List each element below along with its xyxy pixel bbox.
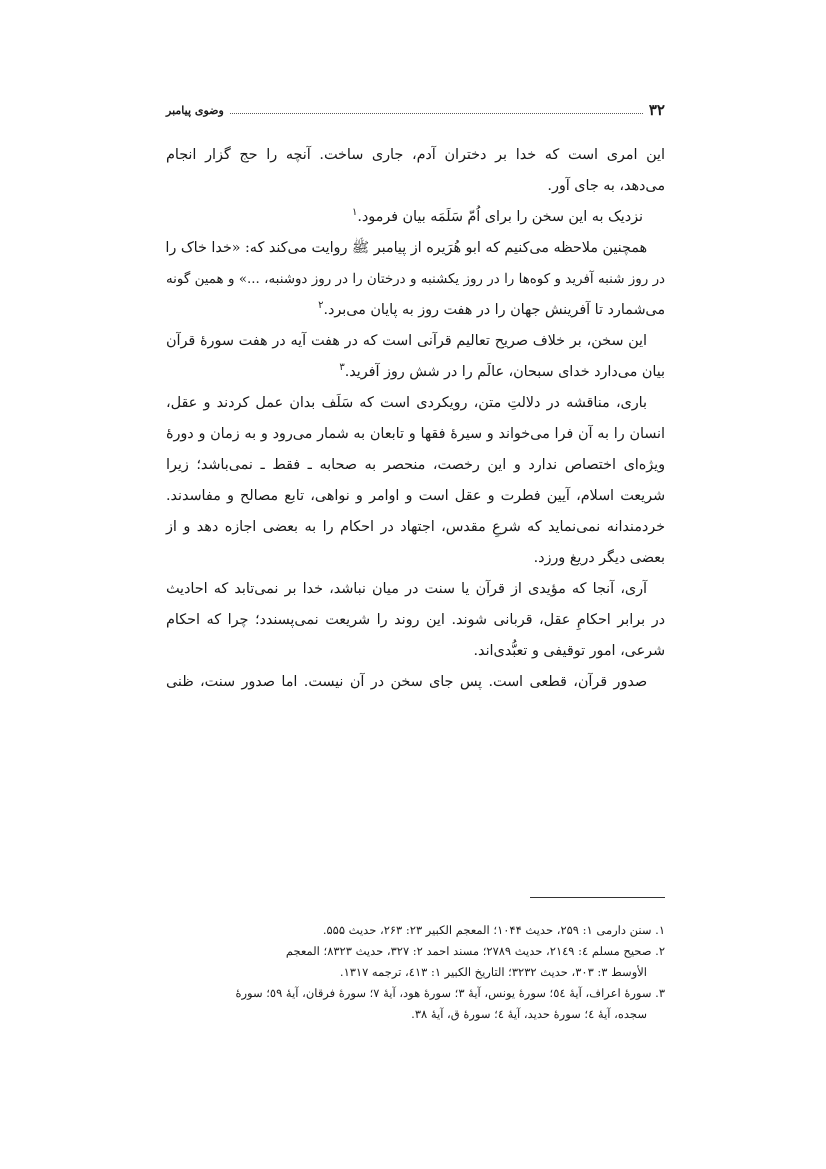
page-header: [166, 100, 665, 120]
text-line: [166, 295, 665, 326]
footnote-marker-2[interactable]: ۲: [318, 300, 324, 311]
footnote-separator: [530, 897, 665, 898]
text-line-content: می‌شمارد تا آفرینش جهان را در هفت روز به پایان می‌برد.: [323, 302, 665, 318]
footnote-marker-3[interactable]: ۳: [339, 362, 345, 373]
text-line: خردمندانه نمی‌نماید که شرعِ مقدس، اجتهاد در احکام را به بعضی اجازه دهد و از: [166, 519, 665, 535]
header-leader-dots: [230, 113, 643, 114]
text-line: [166, 357, 665, 388]
text-line-content: بیان می‌دارد خدای سبحان، عالَم را در شش روز آفرید.: [344, 364, 665, 380]
text-line: صدور قرآن، قطعی است. پس جای سخن در آن نیست. اما صدور سنت، ظنی: [166, 674, 647, 690]
text-line: ویژه‌ای اختصاص ندارد و این رخصت، منحصر به صحابه ـ فقط ـ نمی‌باشد؛ زیرا: [166, 457, 665, 473]
text-line: در روز شنبه آفرید و کوه‌ها را در روز یکشنبه و درختان را در روز دوشنبه، ...» و همین گونه: [166, 272, 665, 287]
text-line: همچنین ملاحظه می‌کنیم که ابو هُرَیره از پیامبر ﷺ روایت می‌کند که: «خدا خاک را: [165, 240, 647, 256]
text-line: شریعت اسلام، آیین فطرت و عقل است و اوامر و نواهی، تابع مصالح و مفاسدند.: [166, 488, 665, 504]
footnote-marker-1[interactable]: ۱: [351, 207, 358, 218]
footnote-line: ۱. سنن دارمی ۱: ۲۵۹، حدیث ۱۰۴۴؛ المعجم الکبیر ۲۳: ۲۶۳، حدیث ۵۵۵.: [322, 923, 665, 937]
footnote-line: ۳. سورهٔ اعراف، آیهٔ ٥٤؛ سورهٔ یونس، آیهٔ ۳؛ سورهٔ هود، آیهٔ ۷؛ سورهٔ فرقان، آیهٔ ٥۹؛ سورهٔ: [235, 986, 665, 1000]
page-number: ۳۲: [648, 101, 665, 119]
text-line: شرعی، امور توقیفی و تعبُّدی‌اند.: [473, 643, 665, 659]
text-line: می‌دهد، به جای آور.: [547, 178, 665, 194]
text-line: این سخن، بر خلاف صریح تعالیم قرآنی است که در هفت آیه در هفت سورهٔ قرآن: [166, 333, 647, 349]
footnote-line: سجده، آیهٔ ٤؛ سورهٔ حدید، آیهٔ ٤؛ سورهٔ ق، آیهٔ ۳۸.: [411, 1007, 647, 1021]
footnotes: [166, 920, 665, 1025]
footnote-line: ۲. صحیح مسلم ٤: ۲۱٤۹، حدیث ۲۷۸۹؛ مسند احمد ۲: ۳۲۷، حدیث ۸۳۲۳؛ المعجم: [285, 944, 665, 958]
text-line: باری، مناقشه در دلالتِ متن، رویکردی است که سَلَف بدان عمل کردند و عقل،: [166, 395, 647, 411]
text-line: در برابر احکامِ عقل، قربانی شوند. این روند را شریعت نمی‌پسندد؛ چرا که احکام: [166, 612, 665, 628]
text-line-content: نزدیک به این سخن را برای اُمّ سَلَمَه بیان فرمود.: [357, 209, 643, 225]
running-title: وضوی پیامبر: [166, 103, 224, 117]
text-line: آری، آنجا که مؤیدی از قرآن یا سنت در میان نباشد، خدا بر نمی‌تابد که احادیث: [166, 581, 647, 597]
footnote-line: الأوسط ۳: ۳۰۳، حدیث ۳۲۳۲؛ التاریخ الکبیر ۱: ٤۱۳، ترجمه ۱۳۱۷.: [339, 965, 647, 979]
main-text: [166, 140, 665, 698]
text-line: بعضی دیگر دریغ ورزد.: [533, 550, 665, 566]
text-line: انسان را به آن فرا می‌خواند و سیرهٔ فقها و تابعان به شمار می‌رود و به زمان و دورهٔ: [166, 426, 665, 442]
text-line: این امری است که خدا بر دختران آدم، جاری ساخت. آنچه را حج گزار انجام: [166, 147, 665, 163]
text-line: [166, 202, 665, 233]
